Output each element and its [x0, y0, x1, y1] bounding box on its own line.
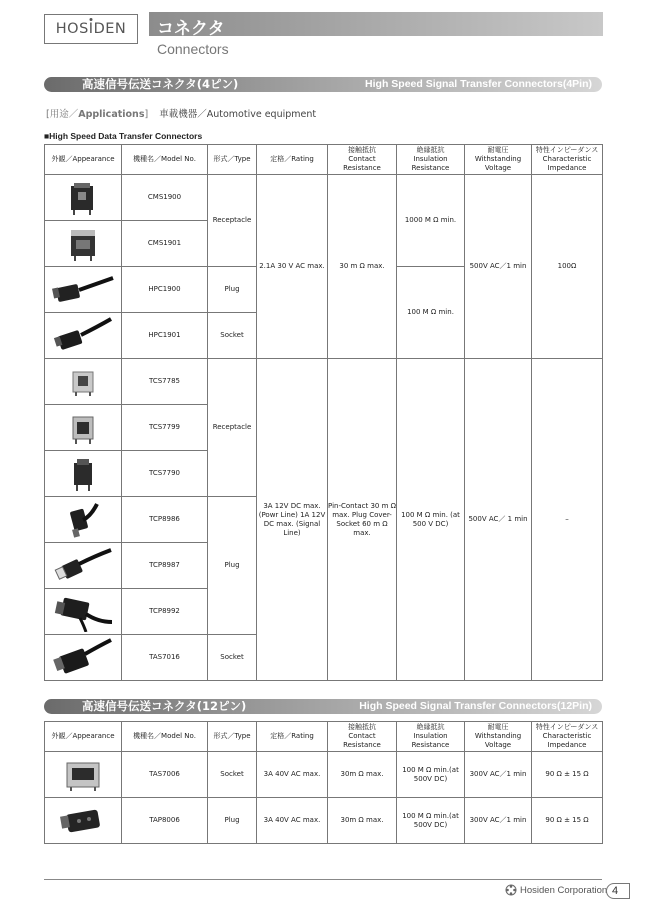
- insulation-cell: [397, 798, 465, 844]
- type-cell-receptacle-b: Receptacle: [208, 359, 257, 497]
- product-image-hpc1900: [45, 267, 122, 313]
- footer-divider: [44, 879, 602, 880]
- col-withstand: [465, 722, 532, 752]
- model-cell: TAS7016: [122, 635, 208, 681]
- contact-cell-a: 30 m Ω max.: [328, 175, 397, 359]
- col-insulation-en1: Insulation: [413, 732, 448, 740]
- type-cell-receptacle-a: Receptacle: [208, 175, 257, 267]
- applications-label-jp: [用途／: [46, 109, 79, 120]
- contact-cell: 30m Ω max.: [328, 752, 397, 798]
- model-cell: TAP8006: [122, 798, 208, 844]
- section2-title-en: High Speed Signal Transfer Connectors(12Pin): [359, 700, 592, 712]
- plug-photo-icon: [50, 592, 116, 632]
- col-contact: [328, 722, 397, 752]
- col-contact-jp: 接触抵抗: [348, 723, 376, 731]
- table-header-row: [45, 722, 603, 752]
- impedance-cell: 90 Ω ± 15 Ω: [532, 798, 603, 844]
- impedance-cell: 90 Ω ± 15 Ω: [532, 752, 603, 798]
- socket-photo-icon: [51, 317, 115, 355]
- col-impedance-en2: Impedance: [547, 741, 587, 749]
- product-image-tcp8987: [45, 543, 122, 589]
- insulation-cell-a2: 100 M Ω min.: [397, 267, 465, 359]
- contact-cell-b: [328, 359, 397, 681]
- col-withstand-jp: 耐電圧: [487, 146, 509, 154]
- rating-cell: 3A 40V AC max.: [257, 752, 328, 798]
- section-bar-4pin: [44, 77, 602, 92]
- col-impedance-en2: Impedance: [547, 164, 587, 172]
- footer-corporation: [505, 884, 607, 896]
- col-rating: 定格／Rating: [257, 722, 328, 752]
- plug-photo-icon: [63, 500, 103, 540]
- insulation-2: (at 500V DC): [413, 811, 459, 829]
- logo-text-pre: HOS: [55, 21, 89, 37]
- receptacle-photo-icon: [65, 226, 101, 262]
- rating-b-1: 3A 12V DC max.: [263, 501, 321, 510]
- insulation-2: (at 500V DC): [413, 765, 459, 783]
- col-withstand-en1: Withstanding: [474, 732, 522, 740]
- product-image-tas7016: [45, 635, 122, 681]
- receptacle-photo-icon: [66, 180, 100, 216]
- product-image-tcs7799: [45, 405, 122, 451]
- model-cell: HPC1901: [122, 313, 208, 359]
- page-number: 4: [606, 883, 630, 899]
- contact-cell: 30m Ω max.: [328, 798, 397, 844]
- model-cell: CMS1901: [122, 221, 208, 267]
- model-cell: TCS7790: [122, 451, 208, 497]
- product-image-tap8006: [45, 798, 122, 844]
- insulation-b-2: (at 500 V DC): [412, 510, 460, 528]
- rating-cell-b: [257, 359, 328, 681]
- socket-photo-icon: [61, 757, 105, 793]
- rating-b-2: (Powr Line): [258, 510, 298, 519]
- spec-table-12pin: [44, 721, 603, 844]
- section-title-jp: 高速信号伝送コネクタ(4ピン): [82, 77, 239, 91]
- spec-table-4pin: [44, 144, 603, 681]
- applications-label-en: Applications: [78, 109, 145, 120]
- col-type: 形式／Type: [208, 145, 257, 175]
- col-insulation-jp: 絶縁抵抗: [416, 723, 445, 731]
- withstand-cell-a: [465, 175, 532, 359]
- model-cell: CMS1900: [122, 175, 208, 221]
- col-withstand-en1: Withstanding: [474, 155, 522, 163]
- page-title-en: Connectors: [157, 41, 229, 57]
- col-type: 形式／Type: [208, 722, 257, 752]
- withstand-a-2: 1 min: [506, 262, 527, 270]
- model-cell: TCS7785: [122, 359, 208, 405]
- table-header-row: [45, 145, 603, 175]
- insulation-1: 100 M Ω min.: [402, 765, 450, 774]
- page-title-jp: コネクタ: [157, 19, 225, 39]
- col-rating: 定格／Rating: [257, 145, 328, 175]
- withstand-2: 1 min: [506, 770, 527, 778]
- col-impedance: [532, 145, 603, 175]
- col-impedance-en1: Characteristic: [542, 732, 592, 740]
- product-image-tcs7790: [45, 451, 122, 497]
- type-cell-socket-b: Socket: [208, 635, 257, 681]
- contact-b-3: Plug Cover-Socket: [336, 510, 392, 528]
- model-cell: TCP8986: [122, 497, 208, 543]
- rating-cell: 3A 40V AC max.: [257, 798, 328, 844]
- contact-b-2: 30 m Ω max.: [332, 501, 396, 519]
- withstand-1: 300V AC／: [469, 816, 507, 824]
- insulation-1: 100 M Ω min.: [402, 811, 450, 820]
- col-withstand-en2: Voltage: [484, 741, 512, 749]
- plug-photo-icon: [51, 546, 115, 586]
- col-withstand-jp: 耐電圧: [487, 723, 509, 731]
- applications-line: [46, 106, 316, 120]
- product-image-tcp8992: [45, 589, 122, 635]
- section-title-en: High Speed Signal Transfer Connectors(4Pin): [365, 78, 592, 90]
- model-cell: TCP8987: [122, 543, 208, 589]
- col-insulation: [397, 722, 465, 752]
- table-row: [45, 798, 603, 844]
- model-cell: HPC1900: [122, 267, 208, 313]
- col-model: 機種名／Model No.: [122, 145, 208, 175]
- type-cell-plug-a: Plug: [208, 267, 257, 313]
- col-withstand: [465, 145, 532, 175]
- col-insulation-jp: 絶縁抵抗: [416, 146, 445, 154]
- insulation-cell-a1: 1000 M Ω min.: [397, 175, 465, 267]
- section-bar-12pin: [44, 699, 602, 714]
- type-cell: Plug: [208, 798, 257, 844]
- contact-b-1: Pin-Contact: [328, 501, 369, 510]
- product-image-hpc1901: [45, 313, 122, 359]
- contact-b-4: 60 m Ω max.: [353, 519, 388, 537]
- product-image-cms1900: [45, 175, 122, 221]
- logo-text-i: I: [88, 21, 94, 37]
- col-contact-en2: Resistance: [343, 741, 381, 749]
- product-image-cms1901: [45, 221, 122, 267]
- col-impedance: [532, 722, 603, 752]
- withstand-cell-b: [465, 359, 532, 681]
- model-cell: TCS7799: [122, 405, 208, 451]
- rating-b-3: 1A 12V DC max.: [263, 510, 326, 528]
- product-image-tcp8986: [45, 497, 122, 543]
- subhead-data-transfer: ■High Speed Data Transfer Connectors: [44, 131, 203, 141]
- type-cell-socket-a: Socket: [208, 313, 257, 359]
- withstand-a-1: 500V AC／: [469, 262, 507, 270]
- col-insulation-en2: Resistance: [411, 741, 450, 749]
- col-withstand-en2: Voltage: [484, 164, 512, 172]
- withstand-cell: [465, 798, 532, 844]
- withstand-2: 1 min: [506, 816, 527, 824]
- footer-corp-name: Hosiden Corporation: [520, 884, 608, 896]
- withstand-1: 300V AC／: [469, 770, 507, 778]
- receptacle-photo-icon: [67, 411, 99, 445]
- insulation-b-1: 100 M Ω min.: [401, 510, 448, 519]
- col-model: 機種名／Model No.: [122, 722, 208, 752]
- col-contact-en2: Resistance: [343, 164, 381, 172]
- withstand-cell: [465, 752, 532, 798]
- applications-label-end: ]: [144, 109, 149, 120]
- logo-text-post: DEN: [93, 21, 127, 37]
- receptacle-photo-icon: [67, 455, 99, 493]
- withstand-b-1: 500V AC／: [468, 515, 506, 523]
- col-insulation: [397, 145, 465, 175]
- col-impedance-en1: Characteristic: [542, 155, 592, 163]
- socket-photo-icon: [51, 638, 115, 678]
- col-contact-en1: Contact: [348, 155, 376, 163]
- model-cell: TCP8992: [122, 589, 208, 635]
- hosiden-mark-icon: [505, 884, 517, 896]
- col-contact-jp: 接触抵抗: [348, 146, 376, 154]
- plug-photo-icon: [57, 804, 109, 838]
- receptacle-photo-icon: [67, 366, 99, 398]
- rating-b-4: (Signal Line): [283, 519, 321, 537]
- col-impedance-jp: 特性インピーダンス: [535, 146, 599, 154]
- col-contact: [328, 145, 397, 175]
- section2-title-jp: 高速信号伝送コネクタ(12ピン): [82, 699, 247, 713]
- col-impedance-jp: 特性インピーダンス: [535, 723, 599, 731]
- rating-cell-a: 2.1A 30 V AC max.: [257, 175, 328, 359]
- product-image-tas7006: [45, 752, 122, 798]
- model-cell: TAS7006: [122, 752, 208, 798]
- applications-value: 車載機器／Automotive equipment: [159, 109, 317, 120]
- table-row: [45, 752, 603, 798]
- plug-photo-icon: [51, 272, 115, 308]
- col-appearance: 外観／Appearance: [45, 145, 122, 175]
- insulation-cell-b: [397, 359, 465, 681]
- table-row: [45, 359, 603, 405]
- col-appearance: 外観／Appearance: [45, 722, 122, 752]
- col-insulation-en1: Insulation: [413, 155, 448, 163]
- type-cell-plug-b: Plug: [208, 497, 257, 635]
- col-insulation-en2: Resistance: [411, 164, 450, 172]
- product-image-tcs7785: [45, 359, 122, 405]
- impedance-cell-b: –: [532, 359, 603, 681]
- insulation-cell: [397, 752, 465, 798]
- withstand-b-2: 1 min: [507, 515, 528, 523]
- table-row: [45, 175, 603, 221]
- hosiden-logo: [44, 14, 138, 44]
- impedance-cell-a: 100Ω: [532, 175, 603, 359]
- type-cell: Socket: [208, 752, 257, 798]
- col-contact-en1: Contact: [348, 732, 376, 740]
